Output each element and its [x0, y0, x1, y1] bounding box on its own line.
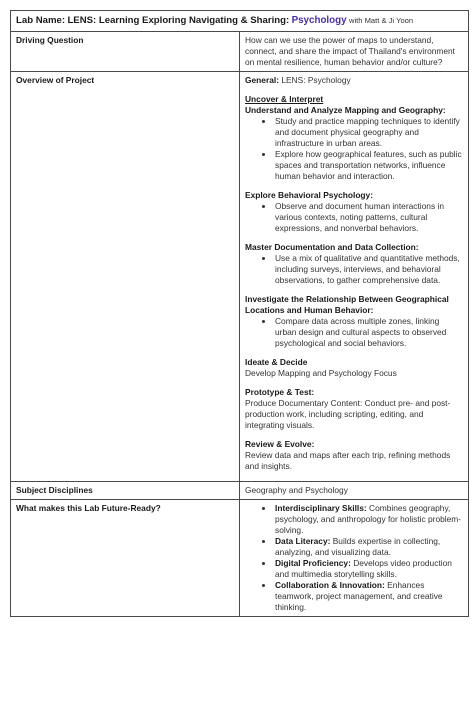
- lab-facilitators: with Matt & Ji Yoon: [348, 16, 414, 25]
- list-item: [274, 580, 463, 613]
- section-documentation-list: [245, 253, 463, 286]
- ideate-title: Ideate & Decide: [245, 357, 308, 367]
- future-ready-label: What makes this Lab Future-Ready?: [11, 500, 240, 617]
- uncover-heading: Uncover & Interpret: [245, 94, 324, 104]
- list-item: • Explore how geographical features, such as public spaces and transportation networks, influence human behavior and interaction.: [274, 149, 463, 182]
- section-relationship-list: [245, 316, 463, 349]
- subject-disciplines-row: [11, 482, 469, 500]
- list-item: • Observe and document human interactions in various contexts, noting patterns, cultural expressions, and nonverbal behaviors.: [274, 201, 463, 234]
- future-item-text: Develops video production and multimedia storytelling skills.: [275, 558, 452, 579]
- future-item-text: Builds expertise in collecting, analyzing, and visualizing data.: [275, 536, 441, 557]
- overview-label: Overview of Project: [11, 72, 240, 482]
- overview-row: [11, 72, 469, 482]
- section-behavioral-list: [245, 201, 463, 234]
- future-item-text: Enhances teamwork, project management, and creative thinking.: [275, 580, 443, 612]
- section-mapping-title: Understand and Analyze Mapping and Geography:: [245, 105, 446, 115]
- driving-question-label: Driving Question: [11, 32, 240, 72]
- prototype-text: Produce Documentary Content: Conduct pre- and post-production work, including scripting, editing, and integrating visuals.: [245, 398, 451, 430]
- subject-disciplines-label: Subject Disciplines: [11, 482, 240, 500]
- future-item-title: Interdisciplinary Skills:: [275, 503, 367, 513]
- general-label: General:: [245, 75, 279, 85]
- lab-document-table: [10, 10, 469, 617]
- general-line: [245, 75, 463, 86]
- general-value: LENS: Psychology: [281, 75, 351, 85]
- section-relationship-title: Investigate the Relationship Between Geographical Locations and Human Behavior:: [245, 294, 449, 315]
- future-item-title: Digital Proficiency:: [275, 558, 351, 568]
- list-item: • Study and practice mapping techniques to identify and document physical geography and infrastructure in urban areas.: [274, 116, 463, 149]
- section-mapping-list: [245, 116, 463, 182]
- future-ready-row: [11, 500, 469, 617]
- driving-question-row: [11, 32, 469, 72]
- header-row: [11, 11, 469, 32]
- list-item: [274, 536, 463, 558]
- driving-question-text: How can we use the power of maps to understand, connect, and share the impact of Thailand's environment on mental resilience, human behavior and/or culture?: [240, 32, 469, 72]
- review-text: Review data and maps after each trip, refining methods and insights.: [245, 450, 451, 471]
- overview-content: [240, 72, 469, 482]
- lab-name-label: Lab Name:: [16, 15, 66, 26]
- future-item-title: Collaboration & Innovation:: [275, 580, 385, 590]
- header-cell: [11, 11, 469, 32]
- section-documentation-title: Master Documentation and Data Collection:: [245, 242, 419, 252]
- section-behavioral-title: Explore Behavioral Psychology:: [245, 190, 373, 200]
- future-item-text: Combines geography, psychology, and anthropology for holistic problem-solving.: [275, 503, 462, 535]
- lab-subject: Psychology: [291, 15, 347, 26]
- future-item-title: Data Literacy:: [275, 536, 331, 546]
- lab-name-title: LENS: Learning Exploring Navigating & Sharing:: [67, 15, 290, 26]
- list-item: [274, 558, 463, 580]
- subject-disciplines-text: Geography and Psychology: [240, 482, 469, 500]
- list-item: • Compare data across multiple zones, linking urban design and cultural aspects to observed psychological and social behaviors.: [274, 316, 463, 349]
- future-ready-list: [245, 503, 463, 613]
- list-item: [274, 503, 463, 536]
- review-title: Review & Evolve:: [245, 439, 315, 449]
- future-ready-content: [240, 500, 469, 617]
- ideate-text: Develop Mapping and Psychology Focus: [245, 368, 397, 378]
- list-item: • Use a mix of qualitative and quantitative methods, including surveys, interviews, and behavioral observations, to gather comprehensive data.: [274, 253, 463, 286]
- prototype-title: Prototype & Test:: [245, 387, 315, 397]
